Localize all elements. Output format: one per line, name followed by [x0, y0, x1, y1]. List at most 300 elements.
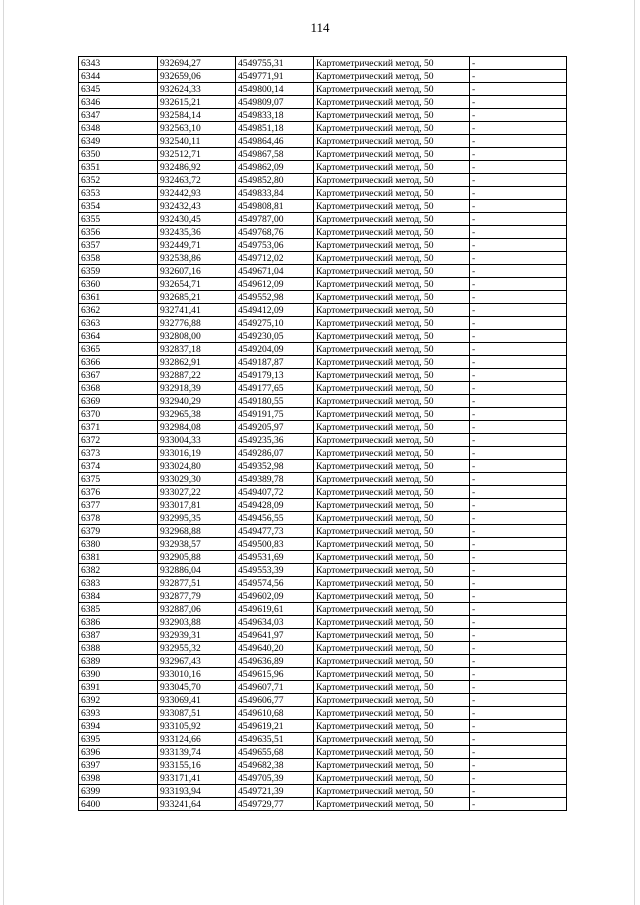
x-coordinate-cell: 932624,33 — [158, 83, 236, 96]
y-coordinate-cell: 4549721,39 — [236, 785, 314, 798]
method-cell: Картометрический метод, 50 — [314, 187, 470, 200]
table-row — [79, 369, 567, 382]
table-row — [79, 681, 567, 694]
point-number-cell: 6384 — [79, 590, 158, 603]
note-cell: - — [470, 642, 567, 655]
y-coordinate-cell: 4549531,69 — [236, 551, 314, 564]
table-row — [79, 252, 567, 265]
method-cell: Картометрический метод, 50 — [314, 707, 470, 720]
y-coordinate-cell: 4549636,89 — [236, 655, 314, 668]
y-coordinate-cell: 4549553,39 — [236, 564, 314, 577]
coordinates-table-body — [79, 57, 567, 811]
x-coordinate-cell: 932886,04 — [158, 564, 236, 577]
note-cell: - — [470, 655, 567, 668]
y-coordinate-cell: 4549864,46 — [236, 135, 314, 148]
table-row — [79, 785, 567, 798]
x-coordinate-cell: 933193,94 — [158, 785, 236, 798]
note-cell: - — [470, 343, 567, 356]
method-cell: Картометрический метод, 50 — [314, 616, 470, 629]
point-number-cell: 6385 — [79, 603, 158, 616]
point-number-cell: 6389 — [79, 655, 158, 668]
table-row — [79, 694, 567, 707]
table-row — [79, 265, 567, 278]
method-cell: Картометрический метод, 50 — [314, 369, 470, 382]
point-number-cell: 6368 — [79, 382, 158, 395]
table-row — [79, 304, 567, 317]
point-number-cell: 6393 — [79, 707, 158, 720]
scan-edge-left — [3, 0, 4, 905]
method-cell: Картометрический метод, 50 — [314, 512, 470, 525]
y-coordinate-cell: 4549352,98 — [236, 460, 314, 473]
point-number-cell: 6394 — [79, 720, 158, 733]
method-cell: Картометрический метод, 50 — [314, 434, 470, 447]
table-row — [79, 395, 567, 408]
point-number-cell: 6399 — [79, 785, 158, 798]
note-cell: - — [470, 70, 567, 83]
table-row — [79, 538, 567, 551]
x-coordinate-cell: 932435,36 — [158, 226, 236, 239]
x-coordinate-cell: 932694,27 — [158, 57, 236, 70]
y-coordinate-cell: 4549477,73 — [236, 525, 314, 538]
y-coordinate-cell: 4549179,13 — [236, 369, 314, 382]
table-row — [79, 603, 567, 616]
method-cell: Картометрический метод, 50 — [314, 330, 470, 343]
method-cell: Картометрический метод, 50 — [314, 577, 470, 590]
x-coordinate-cell: 932538,86 — [158, 252, 236, 265]
x-coordinate-cell: 932486,92 — [158, 161, 236, 174]
note-cell: - — [470, 551, 567, 564]
method-cell: Картометрический метод, 50 — [314, 70, 470, 83]
x-coordinate-cell: 932984,08 — [158, 421, 236, 434]
table-row — [79, 135, 567, 148]
note-cell: - — [470, 330, 567, 343]
x-coordinate-cell: 932584,14 — [158, 109, 236, 122]
table-row — [79, 343, 567, 356]
y-coordinate-cell: 4549808,81 — [236, 200, 314, 213]
point-number-cell: 6361 — [79, 291, 158, 304]
y-coordinate-cell: 4549204,09 — [236, 343, 314, 356]
x-coordinate-cell: 932903,88 — [158, 616, 236, 629]
method-cell: Картометрический метод, 50 — [314, 291, 470, 304]
note-cell: - — [470, 304, 567, 317]
note-cell: - — [470, 356, 567, 369]
y-coordinate-cell: 4549275,10 — [236, 317, 314, 330]
x-coordinate-cell: 933139,74 — [158, 746, 236, 759]
y-coordinate-cell: 4549191,75 — [236, 408, 314, 421]
method-cell: Картометрический метод, 50 — [314, 486, 470, 499]
y-coordinate-cell: 4549787,00 — [236, 213, 314, 226]
y-coordinate-cell: 4549552,98 — [236, 291, 314, 304]
point-number-cell: 6372 — [79, 434, 158, 447]
x-coordinate-cell: 933029,30 — [158, 473, 236, 486]
note-cell: - — [470, 720, 567, 733]
table-row — [79, 564, 567, 577]
x-coordinate-cell: 932967,43 — [158, 655, 236, 668]
y-coordinate-cell: 4549852,80 — [236, 174, 314, 187]
note-cell: - — [470, 590, 567, 603]
point-number-cell: 6352 — [79, 174, 158, 187]
note-cell: - — [470, 96, 567, 109]
note-cell: - — [470, 382, 567, 395]
x-coordinate-cell: 932887,06 — [158, 603, 236, 616]
method-cell: Картометрический метод, 50 — [314, 174, 470, 187]
point-number-cell: 6388 — [79, 642, 158, 655]
x-coordinate-cell: 933027,22 — [158, 486, 236, 499]
point-number-cell: 6375 — [79, 473, 158, 486]
point-number-cell: 6354 — [79, 200, 158, 213]
x-coordinate-cell: 933171,41 — [158, 772, 236, 785]
y-coordinate-cell: 4549753,06 — [236, 239, 314, 252]
note-cell: - — [470, 525, 567, 538]
point-number-cell: 6351 — [79, 161, 158, 174]
method-cell: Картометрический метод, 50 — [314, 304, 470, 317]
y-coordinate-cell: 4549705,39 — [236, 772, 314, 785]
y-coordinate-cell: 4549615,96 — [236, 668, 314, 681]
table-row — [79, 213, 567, 226]
x-coordinate-cell: 932430,45 — [158, 213, 236, 226]
y-coordinate-cell: 4549809,07 — [236, 96, 314, 109]
method-cell: Картометрический метод, 50 — [314, 408, 470, 421]
point-number-cell: 6400 — [79, 798, 158, 811]
point-number-cell: 6355 — [79, 213, 158, 226]
method-cell: Картометрический метод, 50 — [314, 785, 470, 798]
y-coordinate-cell: 4549607,71 — [236, 681, 314, 694]
x-coordinate-cell: 933016,19 — [158, 447, 236, 460]
note-cell: - — [470, 486, 567, 499]
y-coordinate-cell: 4549862,09 — [236, 161, 314, 174]
x-coordinate-cell: 933241,64 — [158, 798, 236, 811]
table-row — [79, 83, 567, 96]
method-cell: Картометрический метод, 50 — [314, 694, 470, 707]
table-row — [79, 434, 567, 447]
method-cell: Картометрический метод, 50 — [314, 122, 470, 135]
x-coordinate-cell: 933124,66 — [158, 733, 236, 746]
table-row — [79, 226, 567, 239]
table-row — [79, 200, 567, 213]
method-cell: Картометрический метод, 50 — [314, 681, 470, 694]
point-number-cell: 6363 — [79, 317, 158, 330]
note-cell: - — [470, 460, 567, 473]
x-coordinate-cell: 932449,71 — [158, 239, 236, 252]
note-cell: - — [470, 200, 567, 213]
x-coordinate-cell: 932808,00 — [158, 330, 236, 343]
table-row — [79, 122, 567, 135]
point-number-cell: 6398 — [79, 772, 158, 785]
y-coordinate-cell: 4549671,04 — [236, 265, 314, 278]
x-coordinate-cell: 932940,29 — [158, 395, 236, 408]
point-number-cell: 6367 — [79, 369, 158, 382]
point-number-cell: 6365 — [79, 343, 158, 356]
note-cell: - — [470, 668, 567, 681]
method-cell: Картометрический метод, 50 — [314, 278, 470, 291]
table-row — [79, 655, 567, 668]
table-row — [79, 512, 567, 525]
y-coordinate-cell: 4549867,58 — [236, 148, 314, 161]
method-cell: Картометрический метод, 50 — [314, 382, 470, 395]
note-cell: - — [470, 746, 567, 759]
note-cell: - — [470, 395, 567, 408]
y-coordinate-cell: 4549500,83 — [236, 538, 314, 551]
x-coordinate-cell: 933069,41 — [158, 694, 236, 707]
note-cell: - — [470, 759, 567, 772]
x-coordinate-cell: 933004,33 — [158, 434, 236, 447]
method-cell: Картометрический метод, 50 — [314, 499, 470, 512]
method-cell: Картометрический метод, 50 — [314, 356, 470, 369]
x-coordinate-cell: 933024,80 — [158, 460, 236, 473]
point-number-cell: 6397 — [79, 759, 158, 772]
note-cell: - — [470, 265, 567, 278]
y-coordinate-cell: 4549755,31 — [236, 57, 314, 70]
note-cell: - — [470, 629, 567, 642]
y-coordinate-cell: 4549412,09 — [236, 304, 314, 317]
table-row — [79, 473, 567, 486]
method-cell: Картометрический метод, 50 — [314, 395, 470, 408]
note-cell: - — [470, 109, 567, 122]
method-cell: Картометрический метод, 50 — [314, 83, 470, 96]
x-coordinate-cell: 933155,16 — [158, 759, 236, 772]
x-coordinate-cell: 932887,22 — [158, 369, 236, 382]
y-coordinate-cell: 4549610,68 — [236, 707, 314, 720]
table-row — [79, 733, 567, 746]
x-coordinate-cell: 932938,57 — [158, 538, 236, 551]
x-coordinate-cell: 932776,88 — [158, 317, 236, 330]
note-cell: - — [470, 226, 567, 239]
point-number-cell: 6373 — [79, 447, 158, 460]
point-number-cell: 6356 — [79, 226, 158, 239]
table-row — [79, 187, 567, 200]
y-coordinate-cell: 4549389,78 — [236, 473, 314, 486]
x-coordinate-cell: 932955,32 — [158, 642, 236, 655]
table-row — [79, 239, 567, 252]
table-row — [79, 707, 567, 720]
table-row — [79, 96, 567, 109]
table-row — [79, 798, 567, 811]
note-cell: - — [470, 278, 567, 291]
point-number-cell: 6358 — [79, 252, 158, 265]
note-cell: - — [470, 408, 567, 421]
point-number-cell: 6346 — [79, 96, 158, 109]
note-cell: - — [470, 122, 567, 135]
x-coordinate-cell: 932607,16 — [158, 265, 236, 278]
point-number-cell: 6371 — [79, 421, 158, 434]
y-coordinate-cell: 4549768,76 — [236, 226, 314, 239]
method-cell: Картометрический метод, 50 — [314, 759, 470, 772]
table-row — [79, 551, 567, 564]
y-coordinate-cell: 4549205,97 — [236, 421, 314, 434]
y-coordinate-cell: 4549635,51 — [236, 733, 314, 746]
y-coordinate-cell: 4549634,03 — [236, 616, 314, 629]
table-row — [79, 499, 567, 512]
x-coordinate-cell: 932741,41 — [158, 304, 236, 317]
method-cell: Картометрический метод, 50 — [314, 252, 470, 265]
method-cell: Картометрический метод, 50 — [314, 239, 470, 252]
method-cell: Картометрический метод, 50 — [314, 343, 470, 356]
y-coordinate-cell: 4549655,68 — [236, 746, 314, 759]
y-coordinate-cell: 4549180,55 — [236, 395, 314, 408]
point-number-cell: 6391 — [79, 681, 158, 694]
table-row — [79, 109, 567, 122]
note-cell: - — [470, 564, 567, 577]
x-coordinate-cell: 932563,10 — [158, 122, 236, 135]
table-row — [79, 616, 567, 629]
coordinates-table — [78, 56, 567, 811]
point-number-cell: 6359 — [79, 265, 158, 278]
method-cell: Картометрический метод, 50 — [314, 109, 470, 122]
note-cell: - — [470, 291, 567, 304]
point-number-cell: 6381 — [79, 551, 158, 564]
table-row — [79, 720, 567, 733]
method-cell: Картометрический метод, 50 — [314, 148, 470, 161]
note-cell: - — [470, 213, 567, 226]
x-coordinate-cell: 932968,88 — [158, 525, 236, 538]
x-coordinate-cell: 932685,21 — [158, 291, 236, 304]
table-row — [79, 70, 567, 83]
x-coordinate-cell: 932965,38 — [158, 408, 236, 421]
table-row — [79, 642, 567, 655]
table-row — [79, 330, 567, 343]
x-coordinate-cell: 932654,71 — [158, 278, 236, 291]
point-number-cell: 6347 — [79, 109, 158, 122]
method-cell: Картометрический метод, 50 — [314, 642, 470, 655]
note-cell: - — [470, 473, 567, 486]
y-coordinate-cell: 4549456,55 — [236, 512, 314, 525]
x-coordinate-cell: 932837,18 — [158, 343, 236, 356]
y-coordinate-cell: 4549619,21 — [236, 720, 314, 733]
note-cell: - — [470, 694, 567, 707]
table-row — [79, 174, 567, 187]
y-coordinate-cell: 4549230,05 — [236, 330, 314, 343]
x-coordinate-cell: 932877,79 — [158, 590, 236, 603]
note-cell: - — [470, 577, 567, 590]
x-coordinate-cell: 933017,81 — [158, 499, 236, 512]
method-cell: Картометрический метод, 50 — [314, 96, 470, 109]
note-cell: - — [470, 317, 567, 330]
y-coordinate-cell: 4549574,56 — [236, 577, 314, 590]
note-cell: - — [470, 187, 567, 200]
method-cell: Картометрический метод, 50 — [314, 200, 470, 213]
table-row — [79, 668, 567, 681]
method-cell: Картометрический метод, 50 — [314, 135, 470, 148]
y-coordinate-cell: 4549771,91 — [236, 70, 314, 83]
method-cell: Картометрический метод, 50 — [314, 772, 470, 785]
method-cell: Картометрический метод, 50 — [314, 265, 470, 278]
note-cell: - — [470, 434, 567, 447]
method-cell: Картометрический метод, 50 — [314, 655, 470, 668]
table-row — [79, 759, 567, 772]
x-coordinate-cell: 932463,72 — [158, 174, 236, 187]
table-row — [79, 291, 567, 304]
method-cell: Картометрический метод, 50 — [314, 317, 470, 330]
x-coordinate-cell: 932432,43 — [158, 200, 236, 213]
note-cell: - — [470, 239, 567, 252]
point-number-cell: 6344 — [79, 70, 158, 83]
note-cell: - — [470, 499, 567, 512]
method-cell: Картометрический метод, 50 — [314, 603, 470, 616]
x-coordinate-cell: 932995,35 — [158, 512, 236, 525]
x-coordinate-cell: 932540,11 — [158, 135, 236, 148]
note-cell: - — [470, 681, 567, 694]
table-row — [79, 408, 567, 421]
x-coordinate-cell: 932918,39 — [158, 382, 236, 395]
note-cell: - — [470, 252, 567, 265]
table-row — [79, 382, 567, 395]
x-coordinate-cell: 932442,93 — [158, 187, 236, 200]
y-coordinate-cell: 4549602,09 — [236, 590, 314, 603]
x-coordinate-cell: 932615,21 — [158, 96, 236, 109]
point-number-cell: 6348 — [79, 122, 158, 135]
point-number-cell: 6360 — [79, 278, 158, 291]
method-cell: Картометрический метод, 50 — [314, 421, 470, 434]
point-number-cell: 6379 — [79, 525, 158, 538]
x-coordinate-cell: 932939,31 — [158, 629, 236, 642]
method-cell: Картометрический метод, 50 — [314, 798, 470, 811]
table-row — [79, 278, 567, 291]
y-coordinate-cell: 4549712,02 — [236, 252, 314, 265]
method-cell: Картометрический метод, 50 — [314, 720, 470, 733]
x-coordinate-cell: 933045,70 — [158, 681, 236, 694]
note-cell: - — [470, 785, 567, 798]
x-coordinate-cell: 932659,06 — [158, 70, 236, 83]
point-number-cell: 6349 — [79, 135, 158, 148]
point-number-cell: 6366 — [79, 356, 158, 369]
y-coordinate-cell: 4549428,09 — [236, 499, 314, 512]
method-cell: Картометрический метод, 50 — [314, 746, 470, 759]
y-coordinate-cell: 4549286,07 — [236, 447, 314, 460]
note-cell: - — [470, 174, 567, 187]
point-number-cell: 6377 — [79, 499, 158, 512]
note-cell: - — [470, 57, 567, 70]
point-number-cell: 6343 — [79, 57, 158, 70]
note-cell: - — [470, 616, 567, 629]
table-row — [79, 525, 567, 538]
table-row — [79, 57, 567, 70]
y-coordinate-cell: 4549800,14 — [236, 83, 314, 96]
y-coordinate-cell: 4549619,61 — [236, 603, 314, 616]
method-cell: Картометрический метод, 50 — [314, 733, 470, 746]
y-coordinate-cell: 4549640,20 — [236, 642, 314, 655]
note-cell: - — [470, 148, 567, 161]
method-cell: Картометрический метод, 50 — [314, 473, 470, 486]
point-number-cell: 6369 — [79, 395, 158, 408]
table-row — [79, 447, 567, 460]
y-coordinate-cell: 4549606,77 — [236, 694, 314, 707]
method-cell: Картометрический метод, 50 — [314, 668, 470, 681]
y-coordinate-cell: 4549833,18 — [236, 109, 314, 122]
point-number-cell: 6353 — [79, 187, 158, 200]
method-cell: Картометрический метод, 50 — [314, 525, 470, 538]
y-coordinate-cell: 4549682,38 — [236, 759, 314, 772]
point-number-cell: 6345 — [79, 83, 158, 96]
method-cell: Картометрический метод, 50 — [314, 447, 470, 460]
method-cell: Картометрический метод, 50 — [314, 564, 470, 577]
x-coordinate-cell: 932862,91 — [158, 356, 236, 369]
table-row — [79, 746, 567, 759]
note-cell: - — [470, 707, 567, 720]
y-coordinate-cell: 4549235,36 — [236, 434, 314, 447]
point-number-cell: 6378 — [79, 512, 158, 525]
y-coordinate-cell: 4549729,77 — [236, 798, 314, 811]
note-cell: - — [470, 161, 567, 174]
point-number-cell: 6350 — [79, 148, 158, 161]
point-number-cell: 6357 — [79, 239, 158, 252]
note-cell: - — [470, 538, 567, 551]
point-number-cell: 6392 — [79, 694, 158, 707]
point-number-cell: 6387 — [79, 629, 158, 642]
x-coordinate-cell: 932512,71 — [158, 148, 236, 161]
y-coordinate-cell: 4549177,65 — [236, 382, 314, 395]
method-cell: Картометрический метод, 50 — [314, 57, 470, 70]
table-row — [79, 590, 567, 603]
